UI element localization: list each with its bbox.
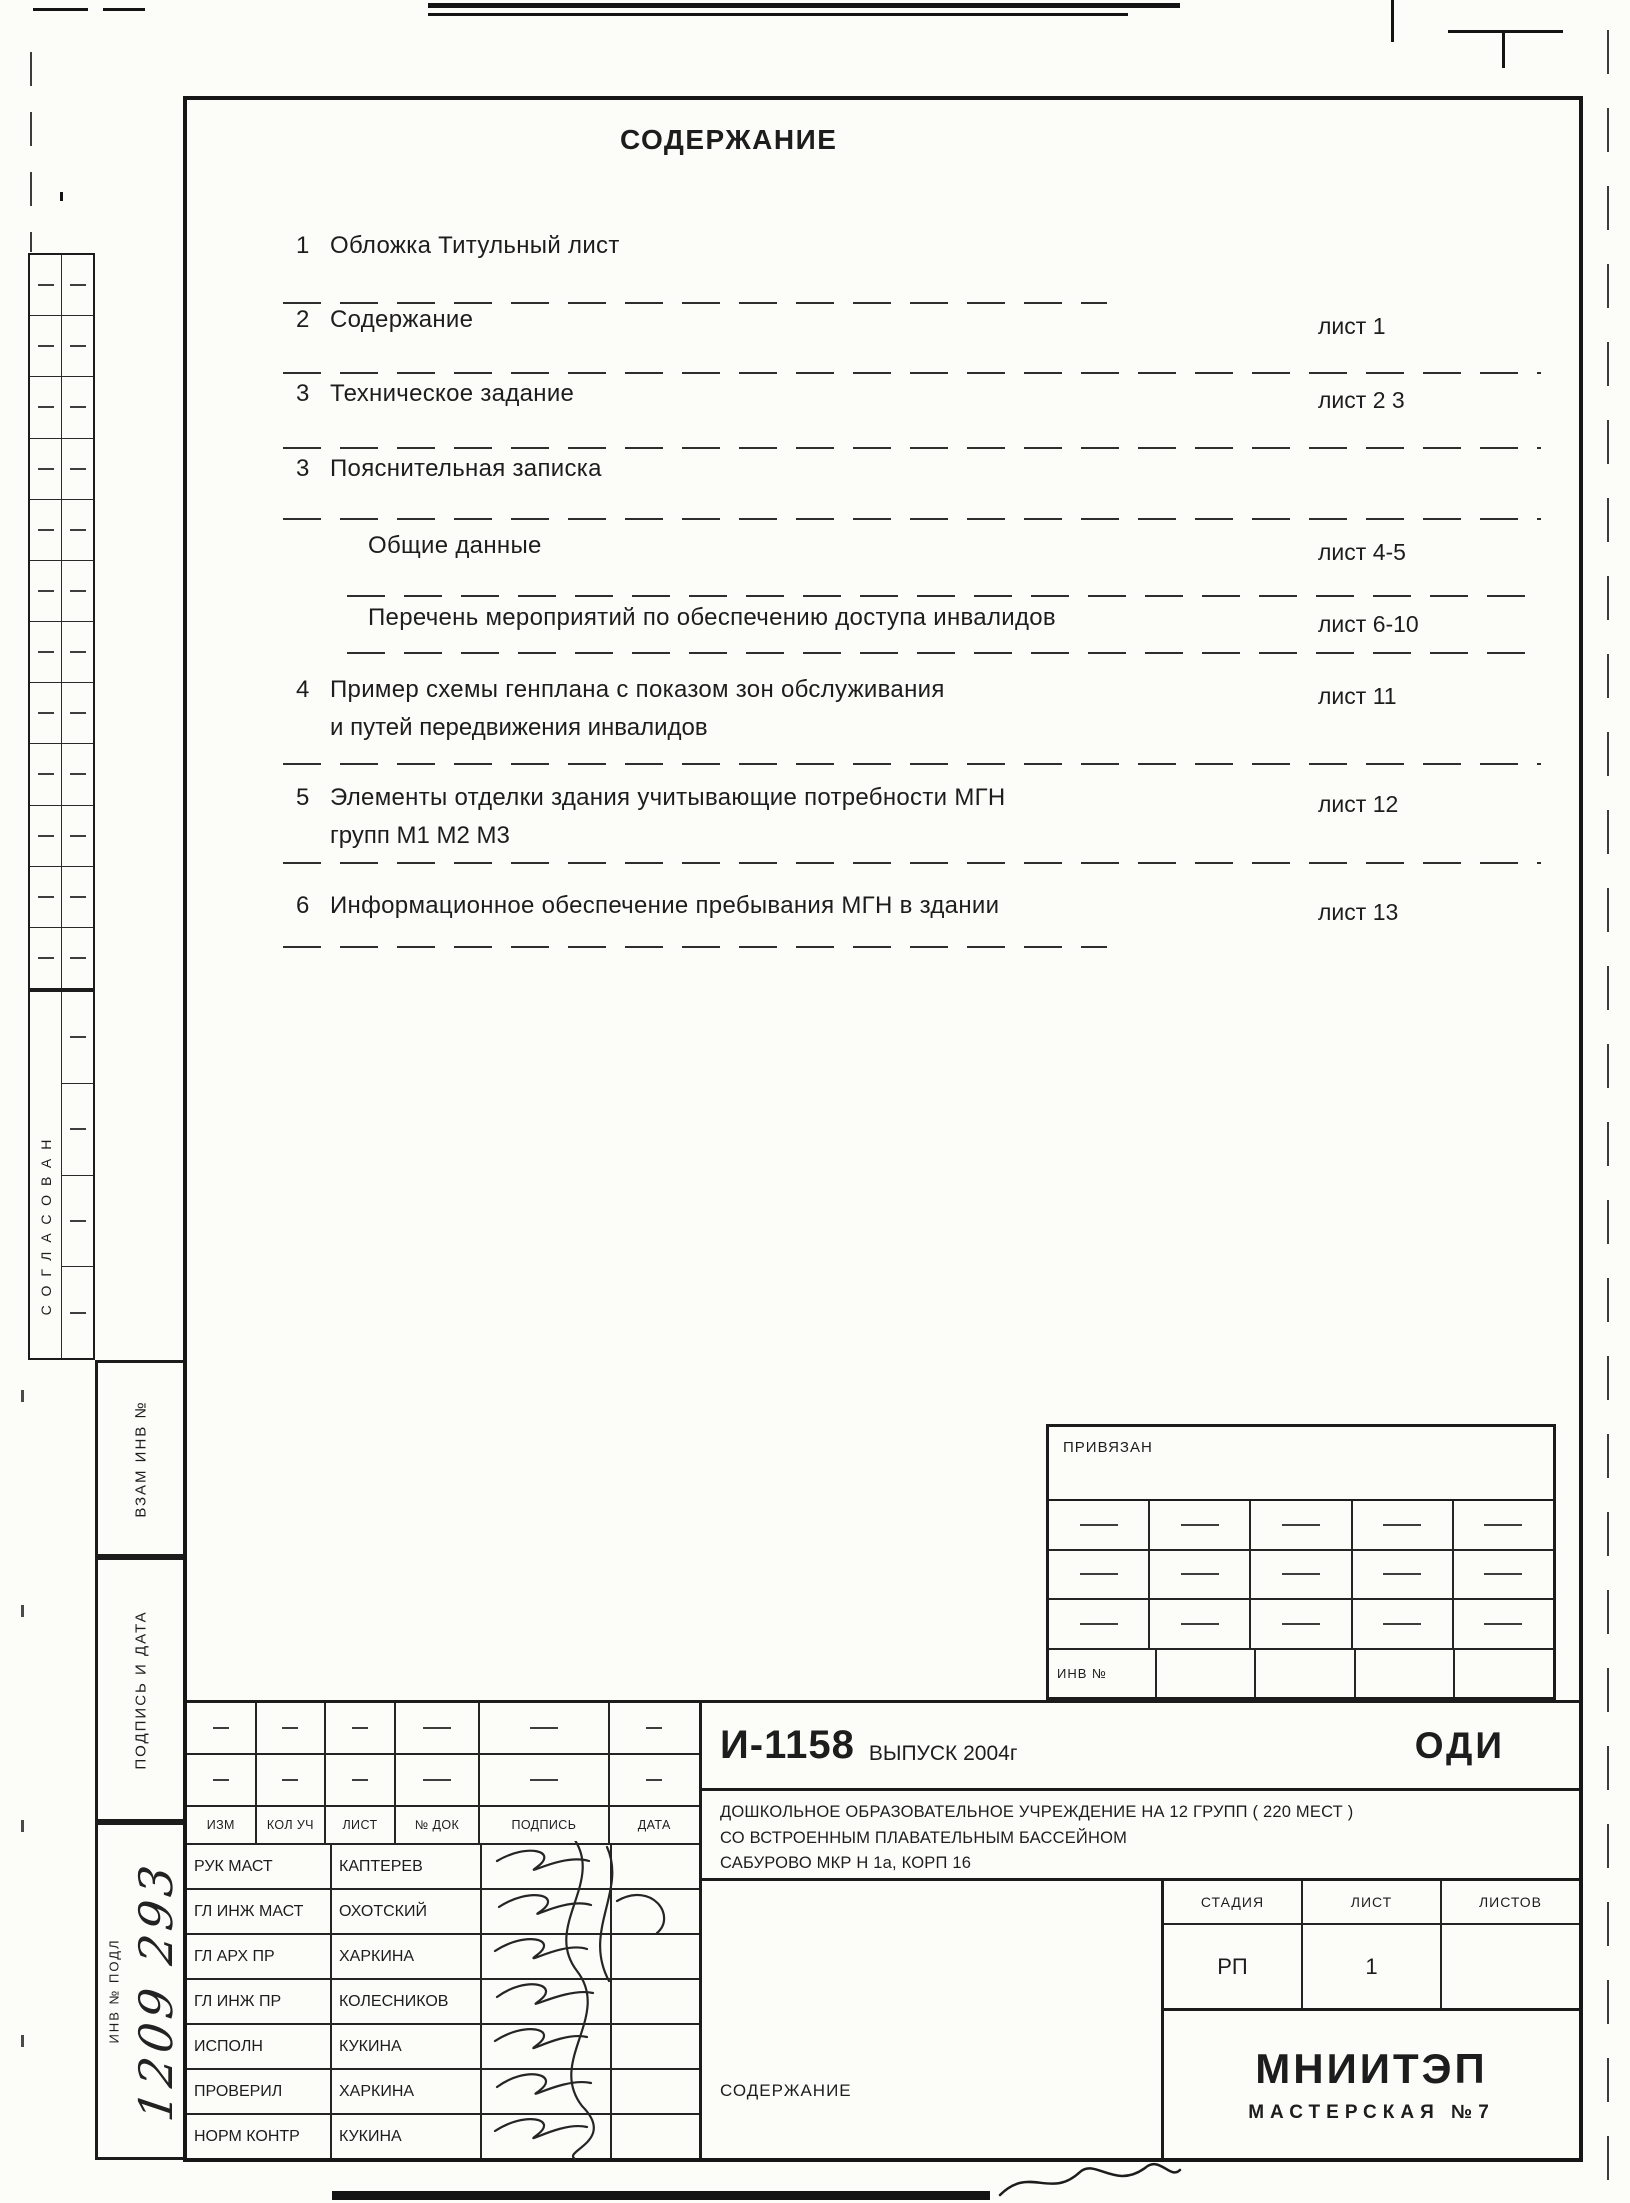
toc-rule (283, 946, 1107, 948)
grid-row (30, 255, 93, 315)
toc-item-text-line2: и путей передвижения инвалидов (330, 714, 708, 741)
signer-name: ХАРКИНА (332, 2070, 482, 2113)
date-cell (612, 1980, 699, 2023)
toc-item-text: Пояснительная записка (330, 455, 602, 482)
dash-cell (62, 255, 93, 315)
signer-role: ИСПОЛН (187, 2025, 332, 2068)
scan-artifact-dashed-edge (1607, 30, 1609, 2203)
column-header: ЛИСТ (326, 1807, 396, 1843)
dash-cell (1454, 1600, 1553, 1648)
dash-cell (30, 377, 62, 437)
toc-item (0, 892, 1630, 932)
grid-row (30, 499, 93, 560)
scan-artifact-line (428, 13, 1128, 16)
grid-row (30, 560, 93, 621)
signature-cell (482, 1845, 612, 1888)
signer-row (187, 1935, 699, 1980)
grid-row (30, 376, 93, 437)
revision-row (187, 1703, 699, 1755)
empty-cell (1256, 1650, 1356, 1698)
stage-column-header: СТАДИЯ (1164, 1881, 1303, 1923)
vzam-inv-label: ВЗАМ ИНВ № (132, 1399, 149, 1518)
dash-cell (326, 1703, 396, 1753)
toc-sheet-ref: лист 1 (1318, 313, 1386, 339)
toc-item (0, 676, 1630, 741)
inv-podl-box (95, 1822, 183, 2160)
toc-item (0, 232, 1630, 272)
toc-rule (283, 447, 1541, 449)
toc-rule (283, 518, 1541, 520)
grid-row (30, 315, 93, 376)
dash-cell (30, 928, 62, 988)
stage-table-values (1164, 1925, 1579, 2011)
dash-cell (30, 683, 62, 743)
signer-role: ГЛ ИНЖ МАСТ (187, 1890, 332, 1933)
dash-cell (30, 561, 62, 621)
grid-row (1049, 1650, 1553, 1698)
soglasovan-label: СОГЛАСОВАН (37, 1130, 54, 1315)
signer-row (187, 1980, 699, 2025)
column-header: ИЗМ (187, 1807, 257, 1843)
podpis-data-box (95, 1557, 183, 1822)
toc-rule (283, 763, 1541, 765)
approval-grid-upper (28, 253, 95, 990)
stage-table-header (1164, 1881, 1579, 1925)
toc-sheet-ref: лист 6-10 (1318, 611, 1419, 637)
revision-row (187, 1755, 699, 1807)
dash-cell (187, 1755, 257, 1805)
dash-cell (30, 500, 62, 560)
date-cell (612, 2070, 699, 2113)
dash-cell (1251, 1551, 1352, 1599)
signer-name: КУКИНА (332, 2115, 482, 2158)
signer-row (187, 2025, 699, 2070)
privyazan-label: ПРИВЯЗАН (1063, 1439, 1153, 1456)
dash-cell (1150, 1600, 1251, 1648)
column-header: КОЛ УЧ (257, 1807, 327, 1843)
toc-rule (347, 652, 1541, 654)
podpis-data-label: ПОДПИСЬ И ДАТА (132, 1609, 149, 1770)
grid-row (1049, 1600, 1553, 1650)
grid-row (30, 682, 93, 743)
stage-column-header: ЛИСТОВ (1478, 1894, 1543, 1910)
toc-item-text: Перечень мероприятий по обеспечению доступа инвалидов (368, 604, 1056, 631)
scan-artifact-line (1448, 30, 1563, 33)
signers-table (187, 1845, 699, 2158)
dash-cell (1454, 1551, 1553, 1599)
dash-cell (30, 622, 62, 682)
dash-cell (62, 500, 93, 560)
toc-rule (283, 862, 1541, 864)
dash-cell (30, 867, 62, 927)
dash-cell (257, 1755, 327, 1805)
page-title: СОДЕРЖАНИЕ (620, 124, 838, 155)
signer-name: ХАРКИНА (332, 1935, 482, 1978)
soglasovan-column (30, 992, 62, 1358)
dash-cell (62, 1266, 93, 1358)
privyazan-inv-cell (1049, 1650, 1157, 1698)
toc-rule (347, 595, 1541, 597)
dash-cell (1353, 1501, 1454, 1549)
toc-item-text: Общие данные (368, 532, 542, 559)
grid-row (30, 805, 93, 866)
project-title-line3: САБУРОВО МКР Н 1а, КОРП 16 (720, 1854, 972, 1873)
dash-cell (62, 683, 93, 743)
scan-artifact-line (33, 8, 88, 11)
toc-item (0, 455, 1630, 495)
dash-cell (62, 806, 93, 866)
dash-cell (187, 1703, 257, 1753)
inventory-number-handwritten: 1209 293 (129, 1857, 183, 2125)
signer-role: ПРОВЕРИЛ (187, 2070, 332, 2113)
title-block (187, 1700, 1579, 2158)
dash-cell (62, 439, 93, 499)
signer-name: КУКИНА (332, 2025, 482, 2068)
scan-artifact-line (428, 3, 1180, 8)
organization-name: МНИИТЭП (1255, 2045, 1488, 2092)
date-cell (612, 1935, 699, 1978)
toc-item-text: Пример схемы генплана с показом зон обслуживания (330, 676, 945, 703)
vzam-inv-box (95, 1360, 183, 1557)
toc-sheet-ref: лист 4-5 (1318, 539, 1406, 565)
toc-item (0, 380, 1630, 420)
project-title (702, 1791, 1579, 1881)
dash-cell (30, 255, 62, 315)
toc-item-text: Обложка Титульный лист (330, 232, 620, 259)
dash-cell (326, 1755, 396, 1805)
toc-item-number: 3 (296, 380, 310, 407)
dash-cell (480, 1755, 609, 1805)
sheet-title-cell (702, 1881, 1164, 2158)
dash-cell (480, 1703, 609, 1753)
project-title-line2: СО ВСТРОЕННЫМ ПЛАВАТЕЛЬНЫМ БАССЕЙНОМ (720, 1828, 1128, 1847)
signer-name: ОХОТСКИЙ (332, 1890, 482, 1933)
dash-cell (1251, 1600, 1352, 1648)
dash-cell (62, 1083, 93, 1175)
toc-item-text: Элементы отделки здания учитывающие потребности МГН (330, 784, 1006, 811)
toc-item (0, 306, 1630, 346)
date-cell (612, 2115, 699, 2158)
signer-row (187, 1890, 699, 1935)
stage-table (1164, 1881, 1579, 2158)
document-type-odi: ОДИ (1414, 1724, 1505, 1766)
toc-sheet-ref: лист 2 3 (1318, 387, 1405, 413)
document-issue: ВЫПУСК 2004г (868, 1741, 1018, 1765)
empty-cell (1455, 1650, 1553, 1698)
dash-cell (610, 1703, 699, 1753)
document-code: И-1158 (720, 1723, 855, 1767)
signer-role: РУК МАСТ (187, 1845, 332, 1888)
date-cell (612, 2025, 699, 2068)
toc-item-text: Информационное обеспечение пребывания МГН в здании (330, 892, 1000, 919)
scan-artifact-line (103, 8, 145, 11)
dash-cell (257, 1703, 327, 1753)
stage-value: РП (1164, 1925, 1303, 2008)
column-header: № ДОК (396, 1807, 481, 1843)
toc-item-text: Содержание (330, 306, 474, 333)
privyazan-box (1046, 1424, 1556, 1700)
dash-cell (62, 561, 93, 621)
signature-cell (482, 2070, 612, 2113)
signer-row (187, 2070, 699, 2115)
signer-role: ГЛ ИНЖ ПР (187, 1980, 332, 2023)
signature-cell (482, 1980, 612, 2023)
dash-cell (1454, 1501, 1553, 1549)
sheet-title-label: СОДЕРЖАНИЕ (720, 2081, 852, 2100)
toc-item-text-line2: групп М1 М2 М3 (330, 822, 510, 849)
grid-row (1049, 1501, 1553, 1551)
dash-cell (62, 744, 93, 804)
grid-row (1049, 1551, 1553, 1601)
dash-cell (30, 744, 62, 804)
dash-cell (1049, 1600, 1150, 1648)
scan-artifact-speck (60, 192, 63, 201)
toc-item-text: Техническое задание (330, 380, 575, 407)
organization-cell (1164, 2011, 1579, 2158)
grid-row (30, 927, 93, 988)
dash-cell (1150, 1551, 1251, 1599)
signer-row (187, 1845, 699, 1890)
empty-cell (1356, 1650, 1456, 1698)
toc-item (0, 532, 1630, 572)
toc-item-number: 6 (296, 892, 310, 919)
dash-cell (1353, 1551, 1454, 1599)
toc-item-number: 2 (296, 306, 310, 333)
toc-item-number: 3 (296, 455, 310, 482)
scan-artifact-dashed-edge (21, 1390, 24, 2180)
signature-cell (482, 2025, 612, 2068)
project-title-line1: ДОШКОЛЬНОЕ ОБРАЗОВАТЕЛЬНОЕ УЧРЕЖДЕНИЕ НА 12 ГРУПП ( 220 МЕСТ ) (720, 1803, 1354, 1821)
workshop-name: МАСТЕРСКАЯ №7 (1248, 2102, 1495, 2123)
sheets-total-value (1442, 1925, 1579, 2008)
signer-name: КОЛЕСНИКОВ (332, 1980, 482, 2023)
toc-rule (283, 372, 1541, 374)
signer-row (187, 2115, 699, 2158)
dash-cell (1049, 1551, 1150, 1599)
grid-column (62, 992, 93, 1358)
toc-item-number: 4 (296, 676, 310, 703)
dash-cell (610, 1755, 699, 1805)
dash-cell (62, 622, 93, 682)
grid-row (30, 866, 93, 927)
inv-podl-label: ИНВ № ПОДЛ (106, 1938, 122, 2044)
toc-rule (283, 302, 1107, 304)
grid-row (30, 438, 93, 499)
dash-cell (30, 806, 62, 866)
signer-name: КАПТЕРЕВ (332, 1845, 482, 1888)
toc-item-number: 1 (296, 232, 310, 259)
signer-role: НОРМ КОНТР (187, 2115, 332, 2158)
date-cell (612, 1890, 699, 1933)
privyazan-header (1049, 1427, 1553, 1501)
revision-table-header (187, 1807, 699, 1845)
date-cell (612, 1845, 699, 1888)
document-code-row (702, 1703, 1579, 1791)
toc-sheet-ref: лист 12 (1318, 791, 1399, 817)
scan-artifact-scribble (995, 2160, 1185, 2203)
approval-grid-lower (28, 990, 95, 1360)
dash-cell (1049, 1501, 1150, 1549)
column-header: ПОДПИСЬ (480, 1807, 609, 1843)
dash-cell (62, 377, 93, 437)
toc-sheet-ref: лист 11 (1318, 683, 1397, 709)
empty-cell (1157, 1650, 1257, 1698)
column-header: ДАТА (637, 1818, 671, 1832)
scan-artifact-dashed-edge (30, 52, 32, 252)
stage-column-header: ЛИСТ (1303, 1881, 1442, 1923)
toc-item-number: 5 (296, 784, 310, 811)
scan-artifact-line (1391, 0, 1394, 42)
revision-signature-table (187, 1703, 702, 2158)
signer-role: ГЛ АРХ ПР (187, 1935, 332, 1978)
dash-cell (62, 928, 93, 988)
dash-cell (62, 992, 93, 1083)
signature-cell (482, 1890, 612, 1933)
toc-item (0, 604, 1630, 644)
dash-cell (1251, 1501, 1352, 1549)
grid-row (30, 621, 93, 682)
title-block-right (702, 1703, 1579, 2158)
dash-cell (396, 1755, 481, 1805)
dash-cell (62, 316, 93, 376)
dash-cell (1353, 1600, 1454, 1648)
scan-artifact-bar (332, 2191, 990, 2200)
title-block-lower (702, 1881, 1579, 2158)
dash-cell (62, 1175, 93, 1267)
dash-cell (62, 867, 93, 927)
grid-row (30, 743, 93, 804)
dash-cell (30, 316, 62, 376)
signature-cell (482, 1935, 612, 1978)
inv-number-label: ИНВ № (1057, 1665, 1107, 1681)
toc-item (0, 784, 1630, 849)
scan-artifact-line (1502, 30, 1505, 68)
toc-sheet-ref: лист 13 (1318, 899, 1399, 925)
dash-cell (1150, 1501, 1251, 1549)
signature-cell (482, 2115, 612, 2158)
dash-cell (396, 1703, 481, 1753)
dash-cell (30, 439, 62, 499)
sheet-number-value: 1 (1303, 1925, 1442, 2008)
